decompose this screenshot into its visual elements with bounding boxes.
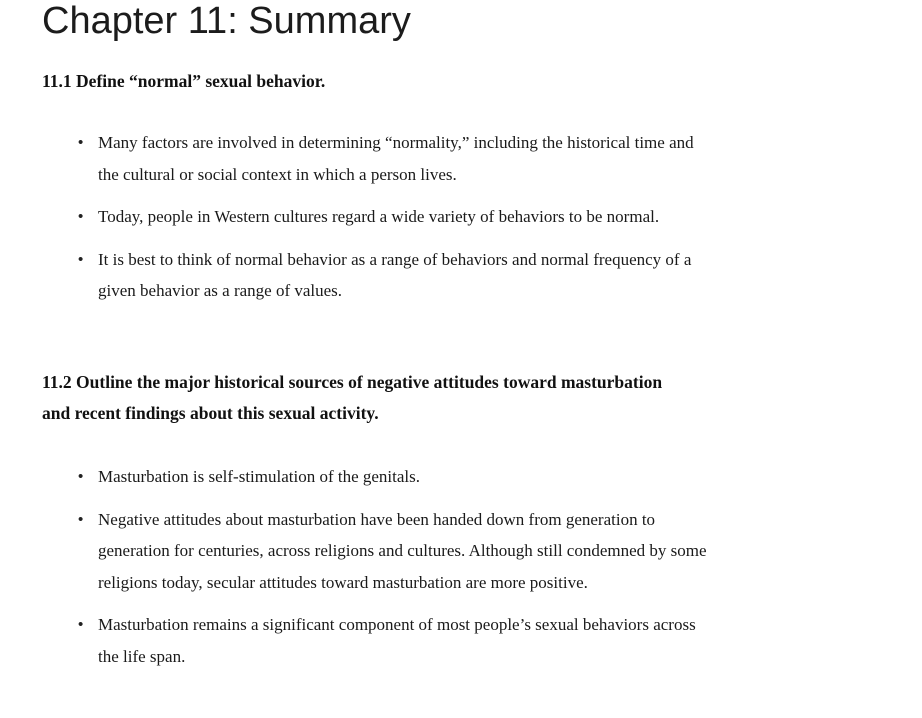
list-item — [0, 201, 718, 233]
bullet-text: Today, people in Western cultures regard a wide variety of behaviors to be normal. — [98, 207, 660, 226]
page-title: Chapter 11: Summary — [42, 0, 411, 42]
section-heading-11-2: 11.2 Outline the major historical sources of negative attitudes toward masturbation and recent findings about this sexual activity. — [42, 372, 663, 423]
bullet-icon: • — [78, 250, 84, 268]
list-item — [0, 609, 718, 672]
list-item — [0, 504, 718, 599]
list-item — [0, 244, 718, 307]
list-item — [0, 127, 718, 190]
bullet-text: Negative attitudes about masturbation have been handed down from generation to generation for centuries, across religions and cultures. Although still condemned by some religions today, secular attitudes toward masturbation are more positive. — [98, 509, 707, 592]
section-11-1-bullet-list — [0, 127, 718, 318]
bullet-text: It is best to think of normal behavior as a range of behaviors and normal frequency of a given behavior as a range of values. — [98, 249, 692, 300]
bullet-icon: • — [78, 616, 84, 633]
bullet-icon: • — [78, 208, 84, 225]
bullet-icon: • — [78, 510, 84, 528]
bullet-text: Masturbation is self-stimulation of the genitals. — [98, 467, 421, 486]
bullet-icon: • — [78, 468, 84, 485]
bullet-text: Many factors are involved in determining “normality,” including the historical time and the cultural or social context in which a person lives. — [98, 133, 694, 184]
list-item — [0, 461, 718, 493]
section-11-2-bullet-list — [0, 461, 718, 683]
bullet-icon: • — [78, 134, 84, 151]
section-heading-11-1: 11.1 Define “normal” sexual behavior. — [42, 71, 326, 91]
bullet-text: Masturbation remains a significant component of most people’s sexual behaviors across the life span. — [98, 615, 696, 666]
